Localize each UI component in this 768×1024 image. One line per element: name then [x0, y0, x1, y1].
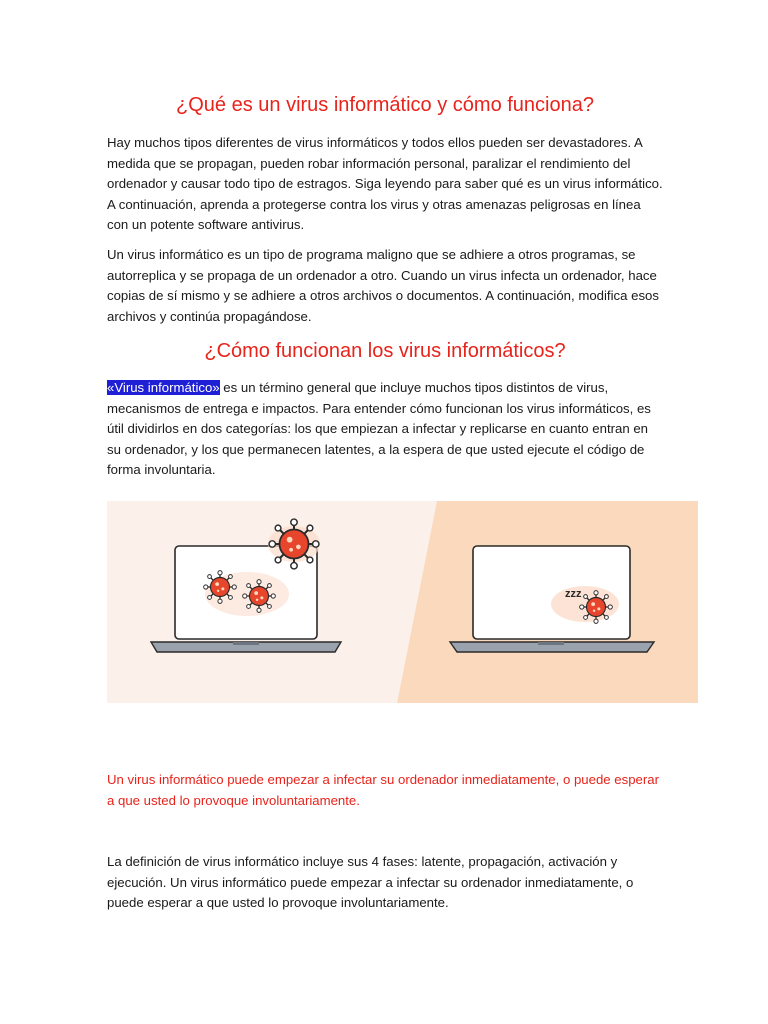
figure-caption: Un virus informático puede empezar a infectar su ordenador inmediatamente, o puede esperar a que usted lo provoque involuntariamente. [107, 772, 659, 808]
large-virus-icon [269, 519, 319, 569]
page-title: ¿Qué es un virus informático y cómo funciona? [176, 94, 594, 116]
definition-paragraph: Un virus informático es un tipo de programa maligno que se adhiere a otros programas, se autorreplica y se propaga de un ordenador a otro. Cuando un virus infecta un ordenador, hace copias de sí mismo y se adhiere a otros archivos o documentos. A continuación, modifica esos archivos y continúa propagándose. [107, 247, 659, 324]
highlighted-term: «Virus informático» [107, 380, 220, 395]
intro-paragraph: Hay muchos tipos diferentes de virus informáticos y todos ellos pueden ser devastadores. A medida que se propagan, pueden robar información personal, paralizar el rendimiento del ordenador y causar todo tipo de estragos. Siga leyendo para saber qué es un virus informático. A continuación, aprenda a protegerse contra los virus y otras amenazas peligrosas en línea con un potente software antivirus. [107, 135, 663, 233]
categories-text: es un término general que incluye muchos tipos distintos de virus, mecanismos de entrega e impactos. Para entender cómo funcionan los virus informáticos, es útil dividirlos en dos categorías: los que empiezan a infectar y replicarse en cuanto entran en su ordenador, y los que permanecen latentes, a la espera de que usted ejecute el código de forma involuntaria. [107, 380, 651, 478]
virus-icon [204, 571, 237, 604]
section-heading: ¿Cómo funcionan los virus informáticos? [204, 340, 566, 362]
sleep-zzz: zzz [565, 588, 582, 600]
phases-paragraph: La definición de virus informático incluye sus 4 fases: latente, propagación, activación y ejecución. Un virus informático puede empezar a infectar su ordenador inmediatamente, o puede esperar a que usted lo provoque involuntariamente. [107, 854, 634, 911]
categories-paragraph [107, 378, 663, 481]
dormant-laptop [450, 546, 654, 652]
sleeping-virus-icon [580, 591, 613, 624]
virus-illustration [107, 501, 698, 703]
virus-icon [243, 580, 276, 613]
